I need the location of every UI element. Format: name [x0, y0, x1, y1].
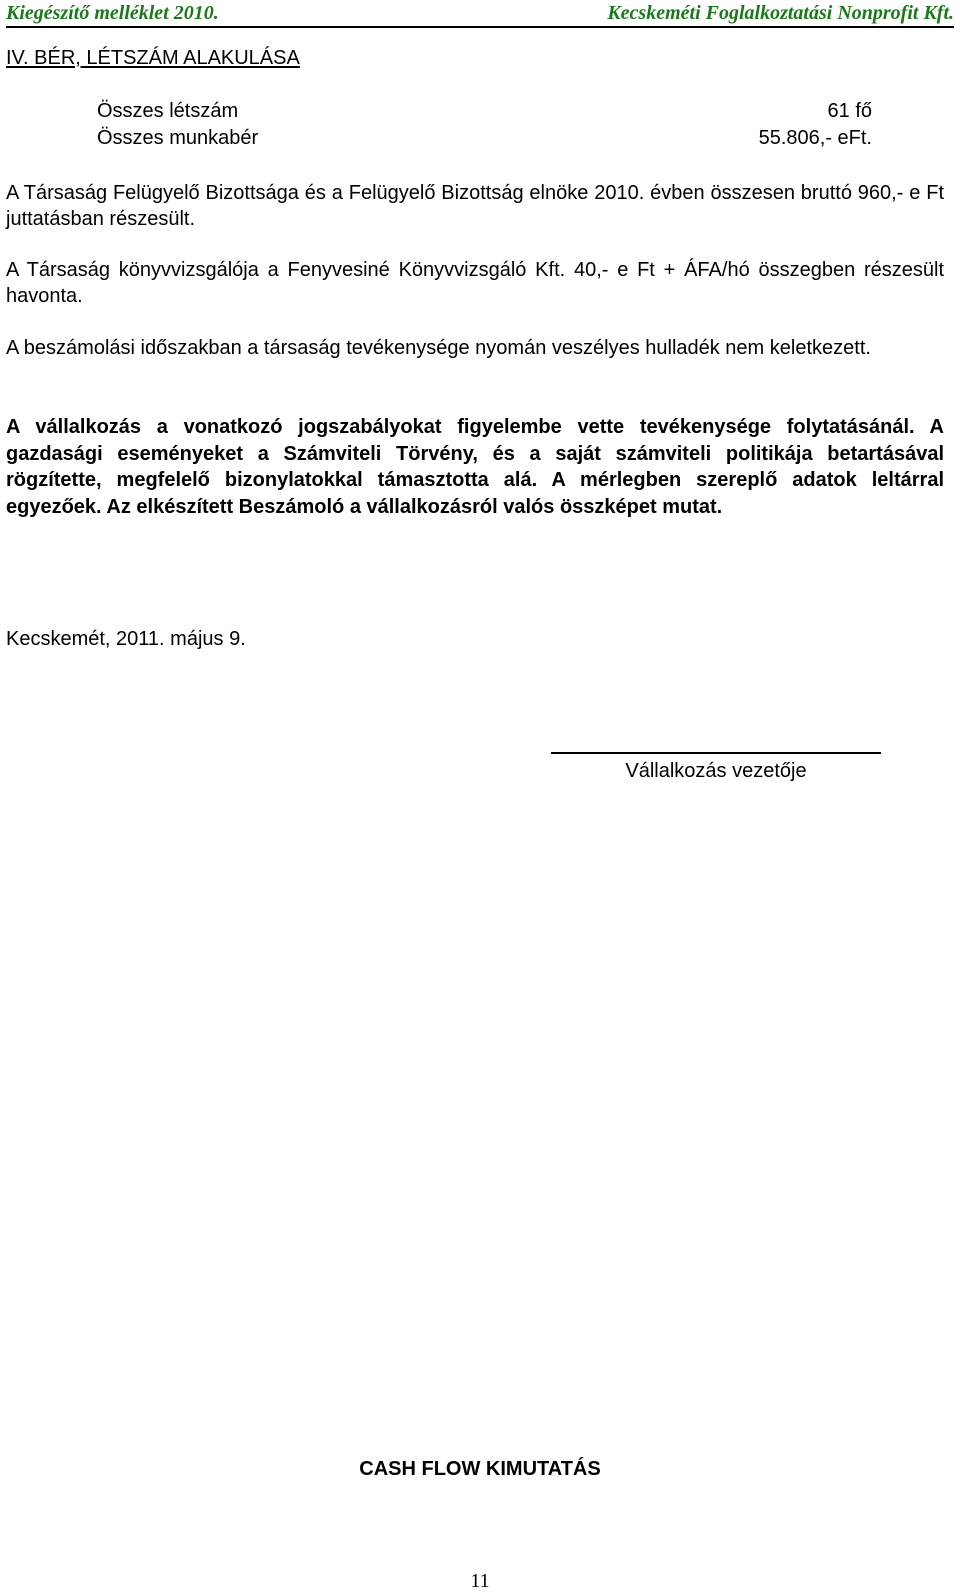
header-left-title: Kiegészítő melléklet 2010.: [6, 2, 219, 24]
paragraph-supervisory-board: A Társaság Felügyelő Bizottsága és a Felügyelő Bizottság elnöke 2010. évben összesen bruttó 960,- e Ft juttatásban részesült.: [6, 182, 944, 230]
page-header: [6, 0, 954, 28]
summary-value: 55.806,- eFt.: [758, 127, 872, 149]
cash-flow-title: CASH FLOW KIMUTATÁS: [359, 1458, 601, 1480]
paragraph-statement: A vállalkozás a vonatkozó jogszabályokat figyelembe vette tevékenysége folytatásánál. A gazdasági eseményeket a Számviteli Törvény, és a saját számviteli politikája betartásával rögzítette, megfelelő bizonylatokkal támasztotta alá. A mérlegben szereplő adatok leltárral egyezőek. Az elkészített Beszámoló a vállalkozásról valós összképet mutat.: [6, 416, 944, 518]
section-title: IV. BÉR, LÉTSZÁM ALAKULÁSA: [6, 47, 300, 69]
paragraph-hazardous-waste: A beszámolási időszakban a társaság tevékenysége nyomán veszélyes hulladék nem keletkezett.: [6, 337, 871, 359]
page-number: 11: [470, 1570, 490, 1592]
summary-value: 61 fő: [827, 100, 872, 122]
signature-line: [551, 752, 881, 754]
header-company-name: Kecskeméti Foglalkoztatási Nonprofit Kft.: [607, 2, 954, 24]
summary-label: Összes létszám: [97, 100, 239, 122]
signature-label: Vállalkozás vezetője: [625, 760, 807, 782]
place-and-date: Kecskemét, 2011. május 9.: [6, 628, 246, 650]
paragraph-auditor: A Társaság könyvvizsgálója a Fenyvesiné Könyvvizsgáló Kft. 40,- e Ft + ÁFA/hó összegben részesült havonta.: [6, 259, 944, 307]
summary-label: Összes munkabér: [97, 127, 259, 149]
